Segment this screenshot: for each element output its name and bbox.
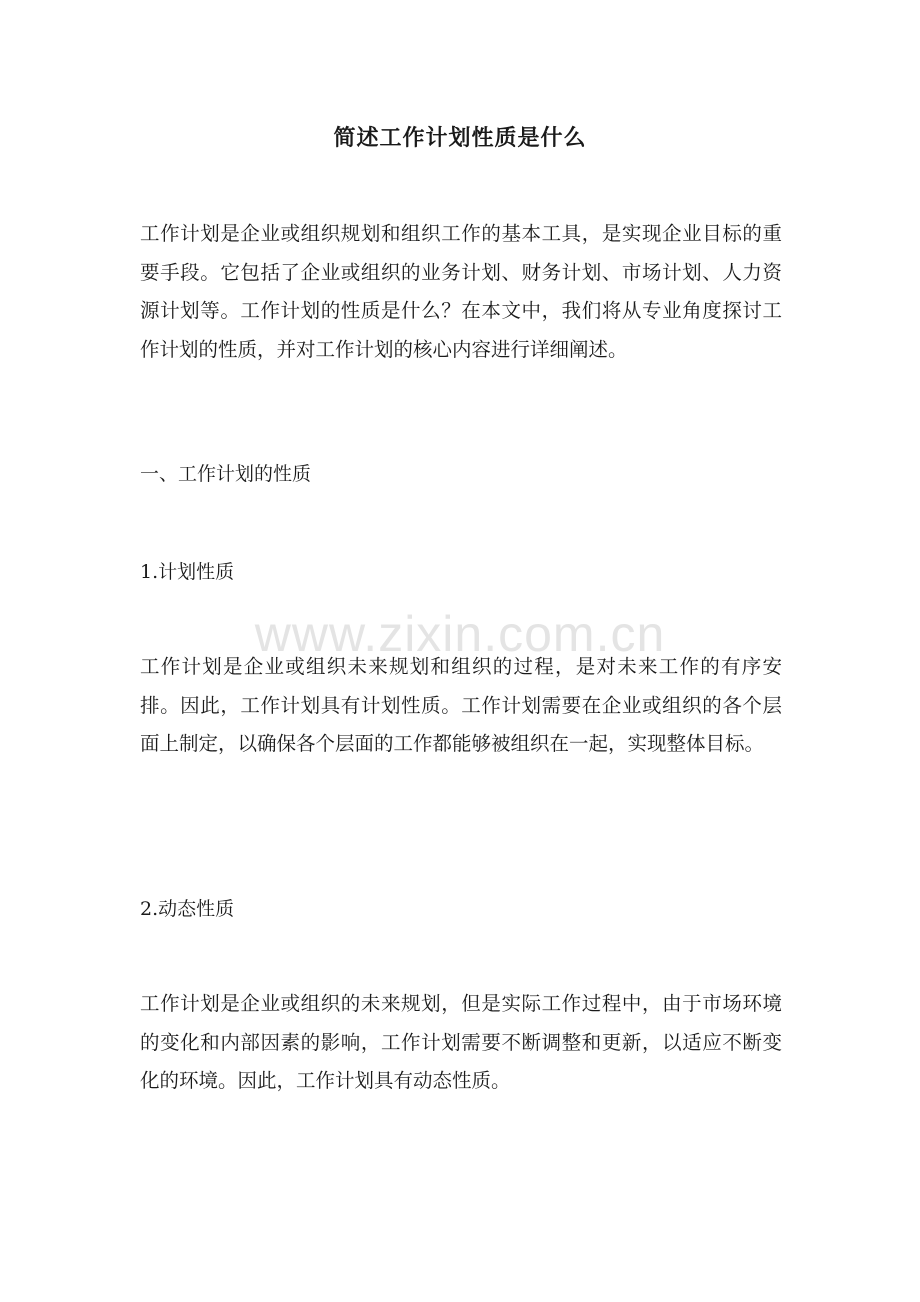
subsection-heading-1: 1.计划性质 [140, 561, 235, 583]
subsection-body-1: 工作计划是企业或组织未来规划和组织的过程，是对未来工作的有序安排。因此，工作计划具有计划性质。工作计划需要在企业或组织的各个层面上制定，以确保各个层面的工作都能够被组织在一起，实现整体目标。 [140, 655, 782, 755]
subsection-heading-2: 2.动态性质 [140, 898, 235, 920]
subsection-body-2: 工作计划是企业或组织的未来规划，但是实际工作过程中，由于市场环境的变化和内部因素的影响，工作计划需要不断调整和更新，以适应不断变化的环境。因此，工作计划具有动态性质。 [140, 992, 782, 1092]
watermark: www.zixin.com.cn [254, 606, 666, 662]
section-heading-1: 一、工作计划的性质 [140, 463, 312, 485]
document-title: 简述工作计划性质是什么 [333, 125, 587, 151]
intro-paragraph: 工作计划是企业或组织规划和组织工作的基本工具，是实现企业目标的重要手段。它包括了企业或组织的业务计划、财务计划、市场计划、人力资源计划等。工作计划的性质是什么？在本文中，我们将从专业角度探讨工作计划的性质，并对工作计划的核心内容进行详细阐述。 [140, 222, 782, 361]
